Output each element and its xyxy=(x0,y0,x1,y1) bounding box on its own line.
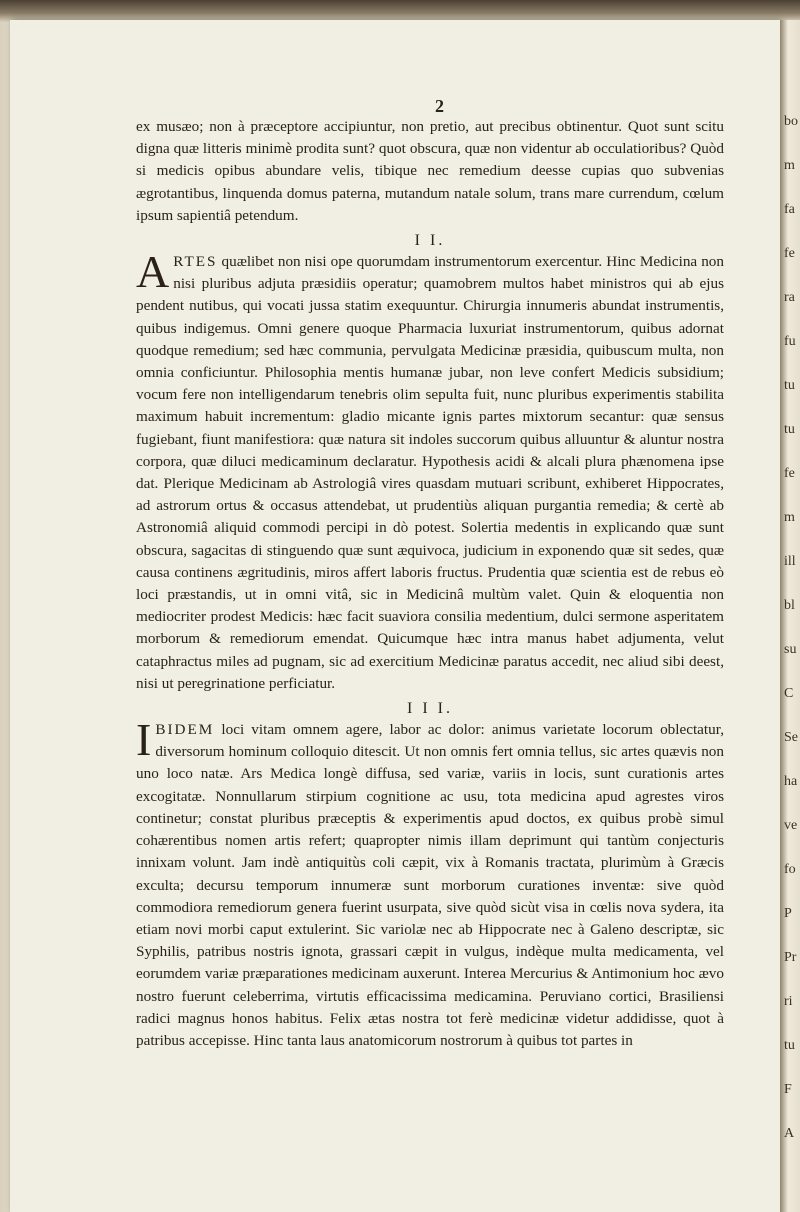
facing-page-fragment: tu xyxy=(784,422,795,437)
dropcap-i: I xyxy=(136,714,152,766)
section-3-paragraph xyxy=(136,714,724,1052)
section-2-lead: RTES xyxy=(173,253,218,271)
facing-page-fragment: tu xyxy=(784,378,795,393)
facing-page-fragment: tu xyxy=(784,1038,795,1053)
facing-page-fragment: Se xyxy=(784,730,798,745)
facing-page-fragment: bo xyxy=(784,114,798,129)
facing-page-fragment: F xyxy=(784,1082,792,1097)
facing-page-fragment: su xyxy=(784,642,797,657)
facing-page-fragment: fe xyxy=(784,246,795,261)
adjacent-page-edge xyxy=(780,20,800,1212)
facing-page-fragment: ve xyxy=(784,818,798,833)
section-2-text: quælibet non nisi ope quorumdam instrumentorum exercentur. Hinc Medicina non nisi pluribus adjuta præsidiis operatur; quamobrem multos habet ministros qui ab ejus pendent nutibus, qui vocati jussa statim exequuntur. Chirurgia innumeris abundat instrumentis, quibus indigemus. Omni genere quoque Pharmacia luxuriat instrumentorum, quibus adornat quodque remedium; sed hæc communia, pervulgata Medicinæ præsidia, quibuscum multa, non omnia conficiuntur. Philosophia mentis humanæ jubar, non leve confert Medicis subsidium; vocum fere non intelligendarum tenebris olim sepulta fuit, nunc pluribus experimentis stabilita maximum habuit incrementum: gladio micante ignis partes mixtorum secantur: quæ sensus fugiebant, fiunt manifestiora: quæ natura sit indoles succorum quibus alluuntur & aluntur nostra corpora, quæ diluci medicaminum declaratur. Hypothesis acidi & alcali plura phænomena ipse dat. Plerique Medicinam ab Astrologiâ vires quasdam mutuari scribunt, exhiberet Hippocrates, ad astrorum ortus & occasus attendebat, ut prudentiùs aliquan purgantia remedia; & certè ab Astronomiâ aliquid commodi percipi in dò potest. Solertia medentis in explicando quæ sunt obscura, sagacitas di stinguendo quæ sunt æquivoca, judicium in exponendo quæ sit sedes, quæ causa continens ægritudinis, miros affert laboris fructus. Prudentia quæ scientia est de rebus eò loci præstandis, ut in omni vitâ, sic in Medicinâ multùm valet. Quin & eloquentia non mediocriter prodest Medicis: hæc facit suaviora consilia medentium, dulci sermone asperitatem morborum & remediorum emendat. Quicumque hæc intra manus habet adjumenta, velut cataphractus miles ad pugnam, sic ad exercitium Medicinæ paratus accedit, nec aliud sibi deest, nisi ut peregrinatione perficiatur. xyxy=(136,253,724,692)
facing-page-fragment: A xyxy=(784,1126,795,1141)
facing-page-fragment: fo xyxy=(784,862,796,877)
page-number: 2 xyxy=(435,96,444,116)
facing-page-fragment: Pr xyxy=(784,950,797,965)
facing-page-fragment: C xyxy=(784,686,794,701)
facing-page-fragment: ri xyxy=(784,994,793,1009)
facing-page-fragment: ra xyxy=(784,290,795,305)
section-2-paragraph xyxy=(136,246,724,695)
page-text xyxy=(136,116,724,1052)
facing-page-fragment: fe xyxy=(784,466,795,481)
section-numeral-3: I I I. xyxy=(407,700,453,718)
section-3-text: loci vitam omnem agere, labor ac dolor: animus varietate locorum oblectatur, diversorum hominum colloquio ditescit. Ut non omnis fert omnia tellus, sic artes quævis non uno loco natæ. Ars Medica longè diffusa, sed variæ, variis in locis, sunt curationis artes excogitatæ. Nonnullarum stirpium cognitione ac usu, tota medicina apud agrestes viros continetur; constat pluribus præceptis & experimentis apud doctos, ex quibus probè simul cohærentibus nomen artis refert; quapropter nimis illam deprimunt qui tantùm conjecturis innixam volunt. Jam indè antiquitùs coli cæpit, vix à Romanis tractata, plurimùm à Græcis exculta; decursu temporum innumeræ sunt morborum curationes inventæ: sive quòd commodiora remediorum genera fuerint usurpata, sive quòd sicùt visa in cœlis nova sydera, ita etiam novi morbi caput extulerint. Sic variolæ nec ab Hippocrate nec à Galeno descriptæ, sic Syphilis, patribus nostris ignota, grassari cæpit in vulgus, indèque multa medicamenta, vel eorumdem variæ præparationes medicinam auxerunt. Interea Mercurius & Antimonium hoc ævo nostro fuerunt celeberrima, virtutis efficacissima medicamina. Peruviano cortici, Brasiliensi radici magnus honos habitus. Felix ætas nostra tot ferè medicinæ videtur addidisse, quot à patribus accepisse. Hinc tanta laus anatomicorum nostrorum à quibus tot partes in xyxy=(136,721,724,1049)
facing-page-fragment: ha xyxy=(784,774,798,789)
facing-page-fragment: fu xyxy=(784,334,796,349)
facing-page-fragment: ill xyxy=(784,554,796,569)
facing-page-fragment: bl xyxy=(784,598,795,613)
facing-page-fragment: fa xyxy=(784,202,795,217)
intro-paragraph: ex musæo; non à præceptore accipiuntur, non pretio, aut precibus obtinentur. Quot sunt scitu digna quæ litteris minimè prodita sunt? quot obscura, quæ non videntur ab occulatioribus? Quòd si medicis opibus abundare velis, tibique nec remedium deesse cupias quo subvenias ægrotantibus, linquenda domus paterna, mutandum natale solum, trans mare currendum, cœlum ipsum sapientiâ petendum. xyxy=(136,118,724,224)
section-3-lead: BIDEM xyxy=(155,721,215,739)
facing-page-fragment: P xyxy=(784,906,792,921)
dropcap-a: A xyxy=(136,246,170,298)
section-numeral-2: I I. xyxy=(414,232,446,250)
facing-page-fragment: m xyxy=(784,158,795,173)
book-top-edge xyxy=(0,0,800,22)
facing-page-fragment: m xyxy=(784,510,795,525)
